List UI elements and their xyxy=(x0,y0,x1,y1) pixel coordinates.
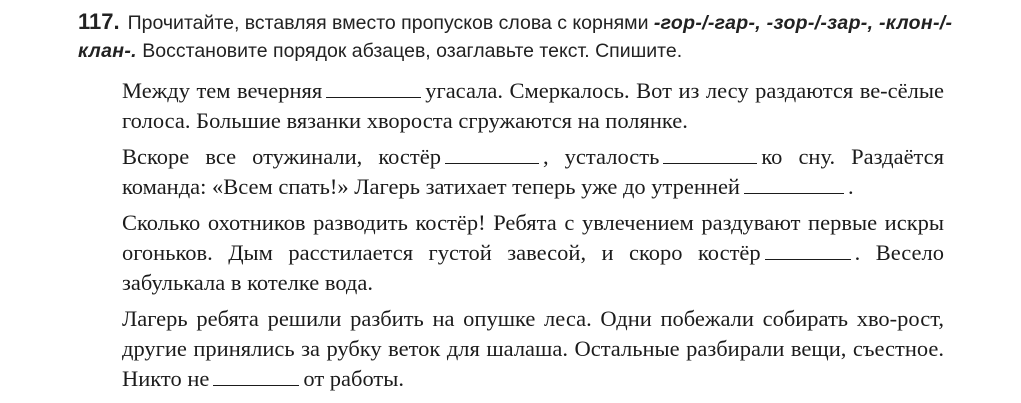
blank-line xyxy=(326,79,421,98)
text-fragment: , усталость xyxy=(543,144,660,169)
blank-line xyxy=(744,175,844,194)
instruction-start: Прочитайте, вставляя вместо пропусков слова с корнями xyxy=(127,12,649,34)
text-fragment: Между тем вечерняя xyxy=(122,78,323,103)
text-fragment: от работы. xyxy=(303,366,404,391)
text-fragment: ко сну. Раздаётся команда: «Всем спать!» Лагерь затихает теперь уже до утренней xyxy=(122,144,944,199)
blank-line xyxy=(765,241,851,260)
text-fragment: . xyxy=(847,174,854,199)
blank-line xyxy=(663,145,757,164)
paragraph-2 xyxy=(122,142,944,202)
text-fragment: . Весело забулькала в котелке вода. xyxy=(122,240,944,295)
blank-line xyxy=(445,145,539,164)
text-fragment: Лагерь ребята решили разбить на опушке леса. Одни побежали собирать хво-рост, другие принялись за рубку веток для шалаша. Остальные разбирали вещи, съестное. Никто не xyxy=(122,306,944,391)
text-fragment: угасала. Смеркалось. Вот из лесу раздаются ве-сёлые голоса. Большие вязанки хвороста сгружаются на полянке. xyxy=(122,78,944,133)
word-roots: -гор-/-гар-, -зор-/-зар-, -клон-/-клан-. xyxy=(78,12,953,62)
text-fragment: Вскоре все отужинали, костёр xyxy=(122,144,441,169)
paragraph-3 xyxy=(122,208,944,298)
paragraph-4 xyxy=(122,304,944,394)
instruction-end: Восстановите порядок абзацев, озаглавьте текст. Спишите. xyxy=(142,40,683,62)
paragraph-1 xyxy=(122,76,944,136)
blank-line xyxy=(213,367,299,386)
task-header xyxy=(78,8,958,65)
text-fragment: Сколько охотников разводить костёр! Ребята с увлечением раздувают первые искры огоньков. Дым расстилается густой завесой, и скоро костёр xyxy=(122,210,944,265)
exercise-text xyxy=(122,76,944,394)
task-number: 117. xyxy=(78,9,120,34)
